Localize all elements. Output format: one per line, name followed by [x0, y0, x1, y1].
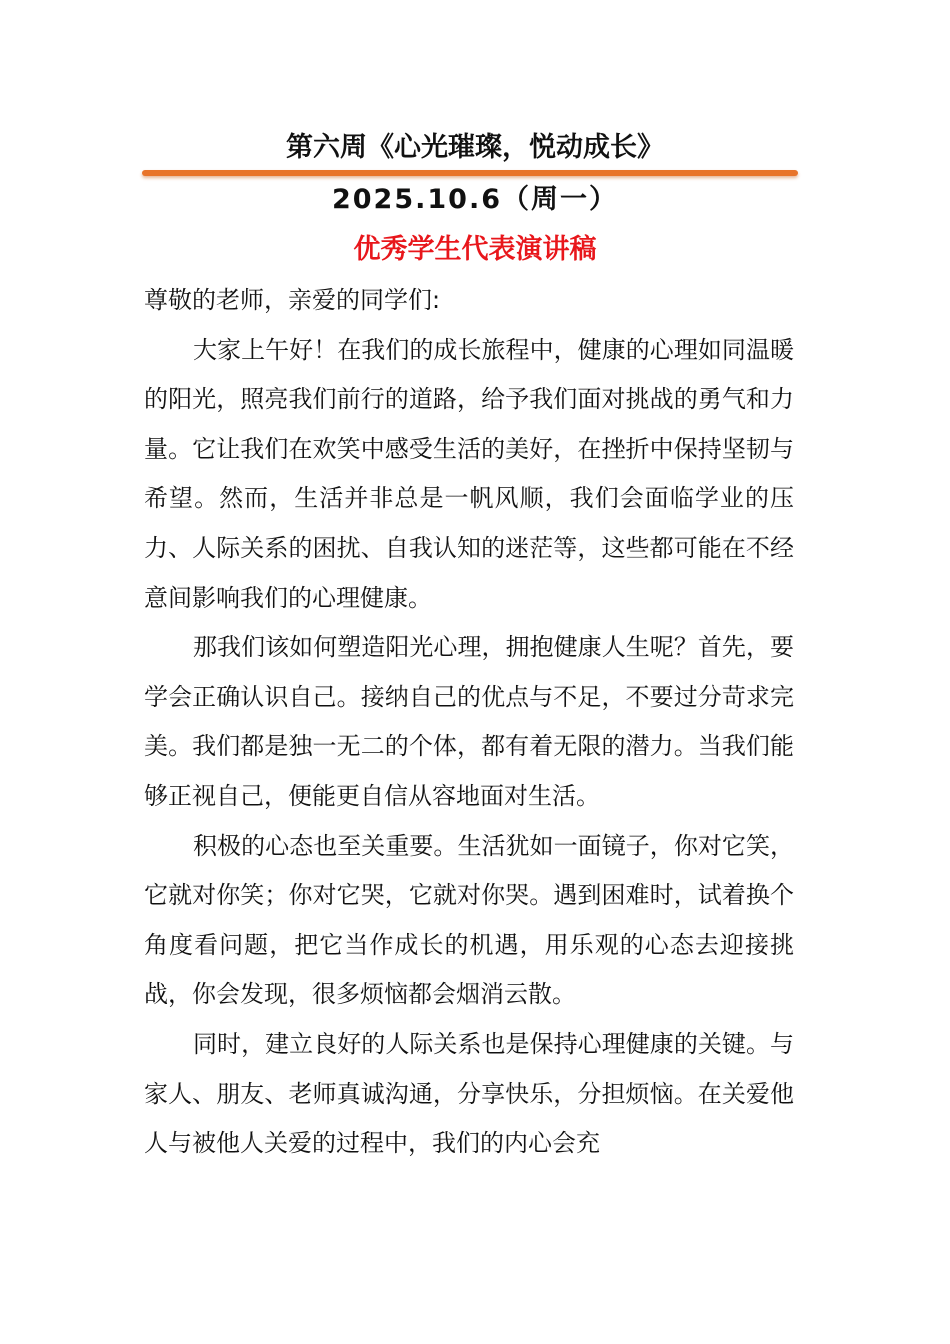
paragraph-2: 那我们该如何塑造阳光心理，拥抱健康人生呢？首先，要学会正确认识自己。接纳自己的优点与不足，不要过分苛求完美。我们都是独一无二的个体，都有着无限的潜力。当我们能够正视自己，便能更自信从容地面对生活。 [144, 633, 794, 810]
salutation: 尊敬的老师，亲爱的同学们: [144, 286, 441, 314]
speech-body [144, 276, 794, 1169]
paragraph-3: 积极的心态也至关重要。生活犹如一面镜子，你对它笑，它就对你笑；你对它哭，它就对你哭。遇到困难时，试着换个角度看问题，把它当作成长的机遇，用乐观的心态去迎接挑战，你会发现，很多烦恼都会烟消云散。 [144, 831, 794, 1009]
document-title: 第六周《心光璀璨，悦动成长》 [286, 132, 664, 163]
paragraph-1: 大家上午好！在我们的成长旅程中，健康的心理如同温暖的阳光，照亮我们前行的道路，给予我们面对挑战的勇气和力量。它让我们在欢笑中感受生活的美好，在挫折中保持坚韧与希望。然而，生活并非总是一帆风顺，我们会面临学业的压力、人际关系的困扰、自我认知的迷茫等，这些都可能在不经意间影响我们的心理健康。 [144, 335, 794, 612]
document-subtitle: 优秀学生代表演讲稿 [353, 234, 597, 265]
title-underline-divider [142, 170, 798, 176]
paragraph-4: 同时，建立良好的人际关系也是保持心理健康的关键。与家人、朋友、老师真诚沟通，分享快乐，分担烦恼。在关爱他人与被他人关爱的过程中，我们的内心会充 [144, 1029, 794, 1158]
document-date: 2025.10.6（周一） [331, 184, 619, 215]
